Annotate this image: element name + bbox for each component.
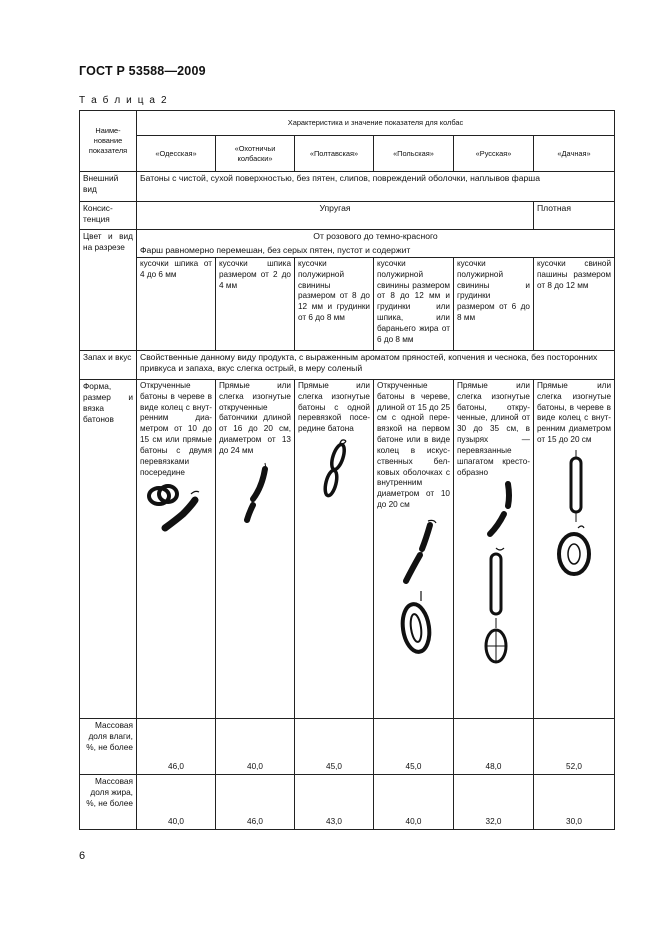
row-label-fat: Массовая доля жира, %, не более bbox=[80, 775, 137, 830]
shape-text: Открученные батоны в череве, длиной от 15 до 25 см с одной перевязкой на первом батоне или в виде колец в искусственных белковых оболочках с внутренним диаметром от 10 до 20 см bbox=[377, 381, 450, 510]
cut-pieces: кусочки полужирной свинины и грудинки размером от 6 до 8 мм bbox=[454, 258, 534, 351]
row-label-shape: Форма, размер и вязка батонов bbox=[80, 380, 137, 719]
shape-text: Прямые или слегка изогнутые батоны, открученные, длиной от 30 до 35 см, в пузырях — перевязанные шпагатом крестообразно bbox=[457, 381, 530, 477]
standard-title: ГОСТ Р 53588—2009 bbox=[79, 64, 206, 78]
moisture-value: 52,0 bbox=[534, 719, 615, 775]
cut-pieces: кусочки полужирной свинины размером от 8 до 12 мм и грудинки от 6 до 8 мм bbox=[295, 258, 374, 351]
sausage-ring-illustration bbox=[141, 478, 211, 538]
cut-mince-value: Фарш равномерно перемешан, без серых пятен, пустот и содержит bbox=[137, 244, 615, 258]
sausage-properties-table bbox=[79, 110, 615, 830]
page-number: 6 bbox=[79, 850, 86, 862]
consistency-value-dense: Плотная bbox=[534, 202, 615, 230]
shape-cell-poltavskaya bbox=[295, 380, 374, 719]
column-header: «Полтавская» bbox=[295, 136, 374, 172]
shape-text: Открученные батоны в череве в виде колец с внутренним диаметром от 10 до 15 см или прямые батоны с двумя перевязками посередине bbox=[140, 381, 212, 477]
fat-value: 32,0 bbox=[454, 775, 534, 830]
appearance-value: Батоны с чистой, сухой поверхностью, без пятен, слипов, повреждений оболочки, наплывов фарша bbox=[137, 172, 615, 202]
moisture-value: 48,0 bbox=[454, 719, 534, 775]
shape-text: Прямые или слегка изогнутые батоны с одной перевязкой посередине батона bbox=[298, 381, 370, 434]
row-label-smell: Запах и вкус bbox=[80, 351, 137, 380]
shape-text: Прямые или слегка изогнутые батоны, в черевe в виде колец с внутренним диаметром от 15 до 20 см bbox=[537, 381, 612, 445]
column-header: «Охотничьи колбаски» bbox=[216, 136, 295, 172]
row-label-moisture: Массовая доля влаги, %, не более bbox=[80, 719, 137, 775]
smell-value: Свойственные данному виду продукта, с выраженным ароматом пряностей, копчения и чеснока, без посторонних привкуса и запаха, вкус слегка острый, в меру соленый bbox=[137, 351, 615, 380]
cut-pieces: кусочки полужирной свинины размером от 8 до 12 мм и грудинки или шпика, или бараньего жира от 6 до 8 мм bbox=[374, 258, 454, 351]
row-label-appearance: Внешний вид bbox=[80, 172, 137, 202]
fat-value: 43,0 bbox=[295, 775, 374, 830]
moisture-value: 45,0 bbox=[374, 719, 454, 775]
moisture-value: 40,0 bbox=[216, 719, 295, 775]
group-header: Характеристика и значение показателя для колбас bbox=[137, 111, 615, 136]
table-caption: Т а б л и ц а 2 bbox=[79, 95, 169, 106]
shape-cell-polskaya bbox=[374, 380, 454, 719]
fat-value: 46,0 bbox=[216, 775, 295, 830]
tied-sausage-illustration bbox=[304, 435, 364, 505]
param-header: Наименование показателя bbox=[80, 111, 137, 172]
shape-cell-okhotnichi bbox=[216, 380, 295, 719]
column-header: «Польская» bbox=[374, 136, 454, 172]
shape-cell-russkaya bbox=[454, 380, 534, 719]
cut-pieces: кусочки свиной пашины размером от 8 до 12 мм bbox=[534, 258, 615, 351]
moisture-value: 45,0 bbox=[295, 719, 374, 775]
shape-text: Прямые или слегка изогнутые открученные батончики длиной от 16 до 20 см, диаметром от 13 до 24 мм bbox=[219, 381, 291, 455]
column-header: «Дачная» bbox=[534, 136, 615, 172]
shape-cell-odesskaya bbox=[137, 380, 216, 719]
russian-sausage-illustration bbox=[464, 478, 524, 678]
moisture-value: 46,0 bbox=[137, 719, 216, 775]
fat-value: 40,0 bbox=[137, 775, 216, 830]
dacha-sausage-illustration bbox=[544, 446, 604, 586]
column-header: «Одесская» bbox=[137, 136, 216, 172]
row-label-cut: Цвет и вид на разрезе bbox=[80, 230, 137, 351]
row-label-consistency: Консистенция bbox=[80, 202, 137, 230]
polish-sausage-illustration bbox=[384, 511, 444, 661]
cut-pieces: кусочки шпика от 4 до 6 мм bbox=[137, 258, 216, 351]
shape-cell-dachnaya bbox=[534, 380, 615, 719]
cut-pieces: кусочки шпика размером от 2 до 4 мм bbox=[216, 258, 295, 351]
thin-sausage-illustration bbox=[225, 457, 285, 527]
column-header: «Русская» bbox=[454, 136, 534, 172]
fat-value: 40,0 bbox=[374, 775, 454, 830]
cut-color-value: От розового до темно-красного bbox=[137, 230, 615, 244]
consistency-value-elastic: Упругая bbox=[137, 202, 534, 230]
fat-value: 30,0 bbox=[534, 775, 615, 830]
